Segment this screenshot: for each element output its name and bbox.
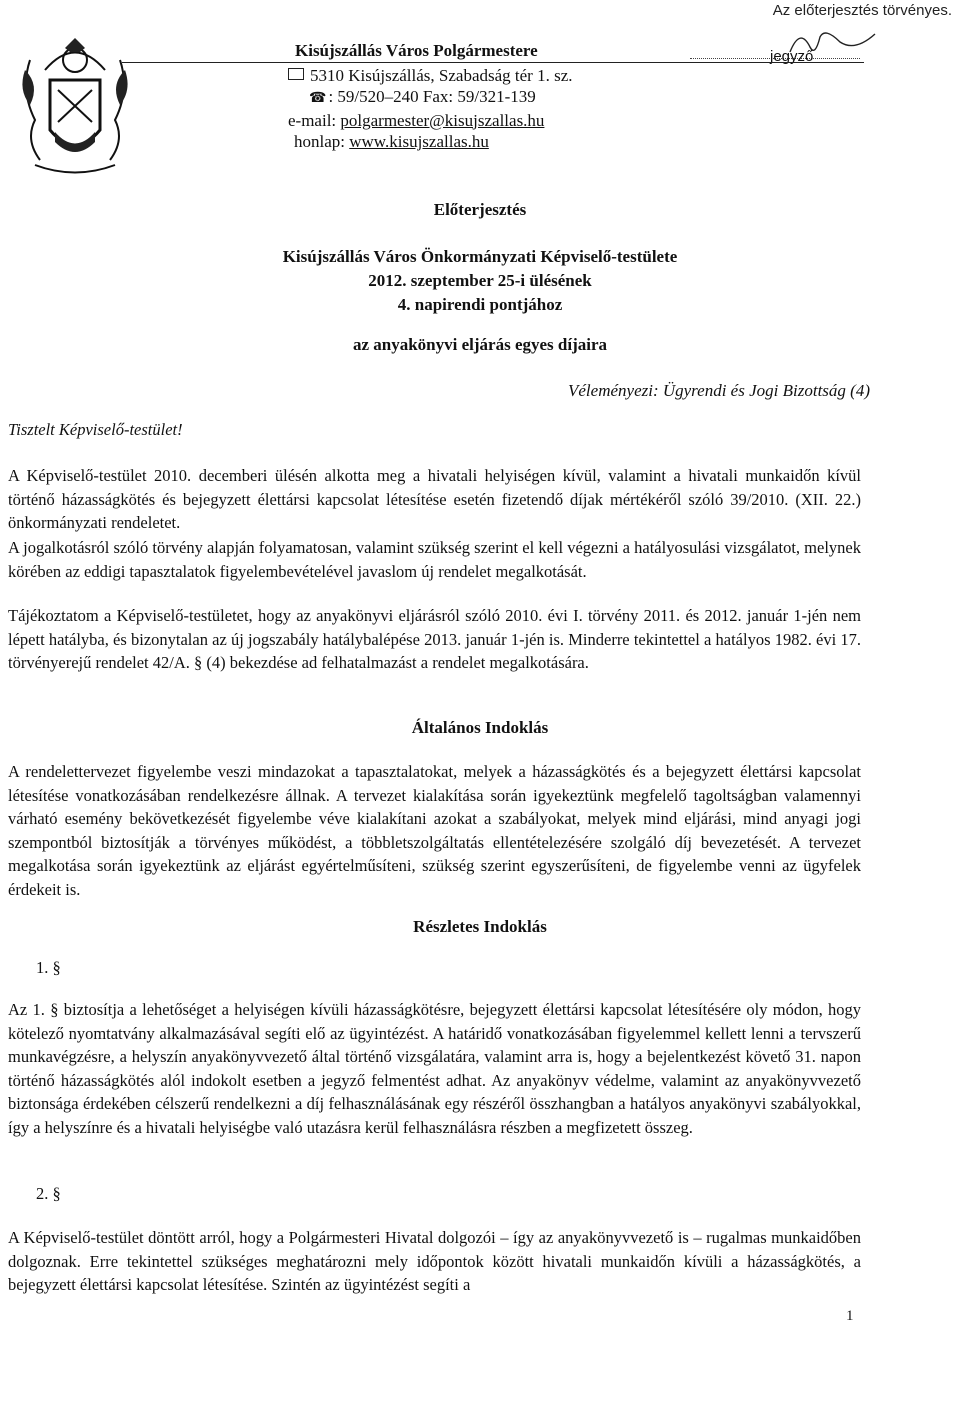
meeting-date: 2012. szeptember 25-i ülésének <box>368 271 592 290</box>
email-link[interactable]: polgarmester@kisujszallas.hu <box>340 110 545 130</box>
greeting: Tisztelt Képviselő-testület! <box>8 420 183 439</box>
paragraph-6: A Képviselő-testület döntött arról, hogy a Polgármesteri Hivatal dolgozói – így az anyakönyvvezető is – rugalmas munkaidőben dolgoznak. Erre tekintettel szükséges meghatározni mely időpontok között hivatali munkaidőn kívüli a házasságkötés, a bejegyzett élettársi kapcsolat létesítése. Szintén az ügyintézést segíti a <box>8 1228 861 1294</box>
paragraph-3: Tájékoztatom a Képviselő-testületet, hogy az anyakönyvi eljárásról szóló 2010. évi I. törvény 2011. és 2012. január 1-jén nem lépett hatályba, és bizonytalan az új jogszabály hatálybalépése 2013. január 1-jén is. Minderre tekintettel a hatályos 1982. évi 17. törvényerejű rendelet 42/A. § (4) bekezdése ad felhatalmazást a rendelet megalkotására. <box>8 606 861 672</box>
doc-type-heading: Előterjesztés <box>433 200 527 219</box>
letterhead <box>288 40 573 153</box>
title-block <box>0 245 960 317</box>
paragraph-2: A jogalkotásról szóló törvény alapján folyamatosan, valamint szükség szerint el kell végezni a hatályosulási vizsgálatot, melynek körében az eddigi tapasztalatok figyelembevételével javaslom új rendelet megalkotását. <box>8 538 861 581</box>
office-name: Kisújszállás Város Polgármestere <box>295 41 538 60</box>
phone-line: ☎ : 59/520–240 Fax: 59/321-139 <box>309 86 573 110</box>
envelope-icon <box>288 68 304 80</box>
web-line: honlap: www.kisujszallas.hu <box>294 132 489 151</box>
general-justification-heading: Általános Indoklás <box>411 718 549 737</box>
email-line: e-mail: polgarmester@kisujszallas.hu <box>288 110 545 130</box>
paragraph-1: A Képviselő-testület 2010. decemberi ülésén alkotta meg a hivatali helyiségen kívül, valamint a hivatali munkaidőn kívül történő házasságkötés és bejegyzett élettársi kapcsolat létesítése esetén fizetendő díjak mértékéről szóló 39/2010. (XII. 22.) önkormányzati rendeletet. <box>8 466 861 532</box>
agenda-item: 4. napirendi pontjához <box>397 295 563 314</box>
address-line: 5310 Kisújszállás, Szabadság tér 1. sz. <box>288 65 573 87</box>
website-link[interactable]: www.kisujszallas.hu <box>349 132 489 151</box>
page-number: 1 <box>846 1308 854 1324</box>
opinion-line: Véleményezi: Ügyrendi és Jogi Bizottság (4) <box>568 381 870 400</box>
phone-icon: ☎ <box>309 91 327 106</box>
council-name: Kisújszállás Város Önkormányzati Képviselő-testülete <box>282 247 678 266</box>
lawful-note: Az előterjesztés törvényes. <box>772 2 952 19</box>
coat-of-arms-logo <box>10 30 140 178</box>
section-2-label: 2. § <box>36 1184 61 1203</box>
paragraph-4: A rendelettervezet figyelembe veszi mindazokat a tapasztalatokat, melyek a házasságkötés és a bejegyzett élettársi kapcsolat létesítése vonatkozásában rendelkezésre állnak. A tervezet kialakítása során igyekeztünk megfelelő tagoltságban valamennyi várható esemény bekövetkezését figyelembe véve kialakítani azokat a szabályokat, melyek mind eljárási, mind anyagi jogi szempontból biztosítják a törvényes működést, a többletszolgáltatás ellentételezésére szolgáló díj bevezetését. A tervezet megalkotása során igyekeztünk az eljárást egyértelműsíteni, szükség szerint egyszerűsíteni, de figyelembe venni az ügyfelek érdekeit is. <box>8 762 861 899</box>
section-1-label: 1. § <box>36 958 61 977</box>
notary-label: jegyző <box>770 48 814 65</box>
subject-heading: az anyakönyvi eljárás egyes díjaira <box>352 335 608 354</box>
detailed-justification-heading: Részletes Indoklás <box>413 917 547 936</box>
paragraph-5: Az 1. § biztosítja a lehetőséget a helyiségen kívüli házasságkötésre, bejegyzett élettársi kapcsolat létesítésére oly módon, hogy kötelező nyomtatvány alkalmazásával segíti elő az ügyintézést. A határidő vonatkozásában figyelemmel kellett lenni a tervszerű munkavégzésre, a helyszín anyakönyvvezető által történő vizsgálatára, valamint arra is, hogy a bejelentkezést követő 31. napon történő házasságkötés alól indokolt esetben a jegyző felmentést adhat. Az anyakönyv védelme, valamint az anyakönyvvezető biztonsága érdekében célszerű rendelkezni a díj felhasználásának egy részéről összhangban a hatályos anyakönyvi szabályokkal, így a helyszínre és a hivatali helyiségbe való utazásra kerül felhasználásra részben a megfizetett összeg. <box>8 1000 861 1137</box>
